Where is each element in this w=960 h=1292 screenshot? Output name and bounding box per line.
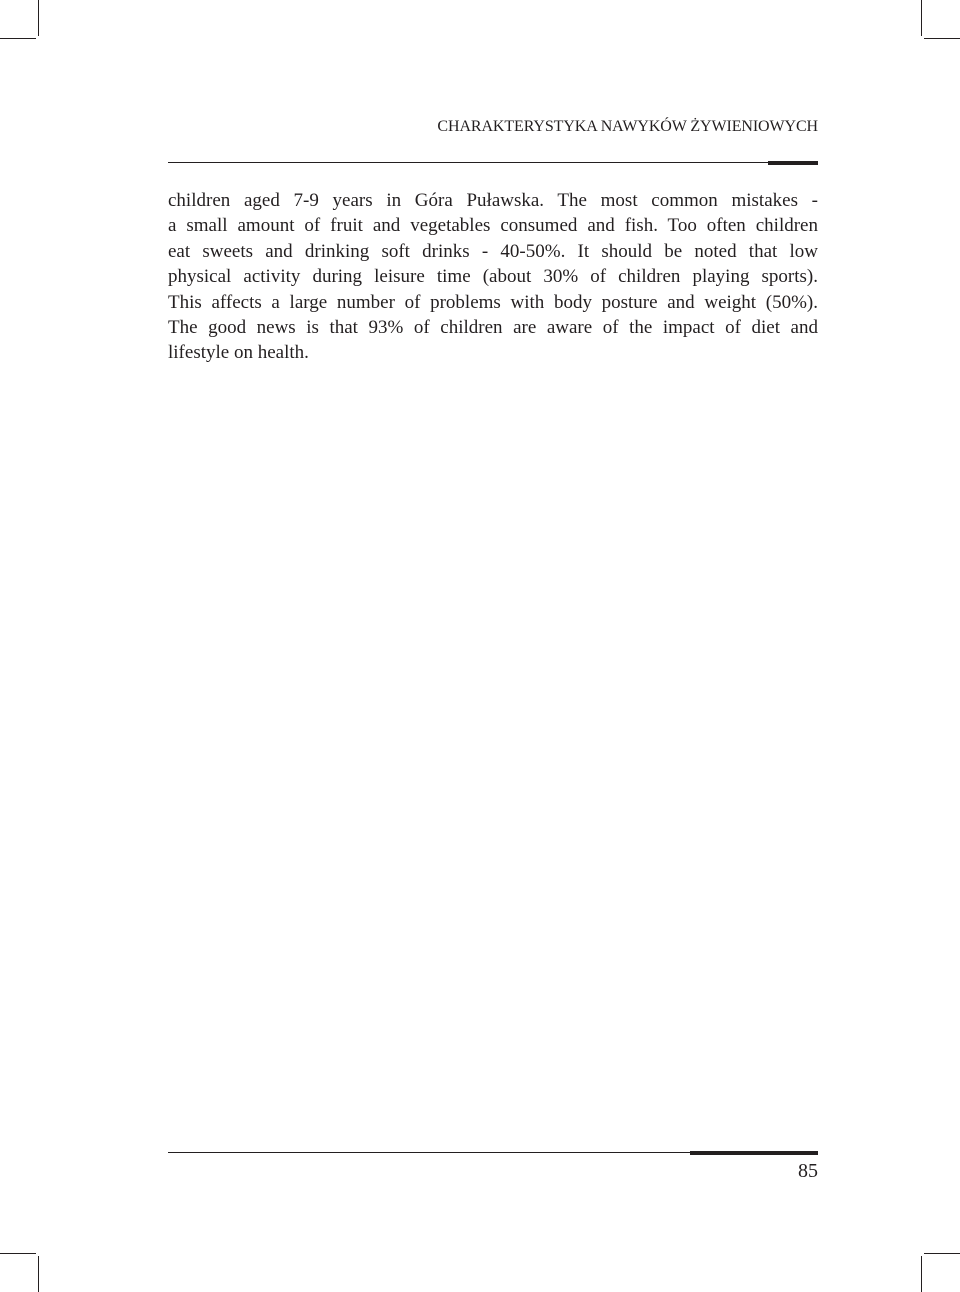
body-paragraph — [168, 188, 818, 366]
body-line: The good news is that 93% of children are aware of the impact of diet and — [168, 317, 818, 339]
running-header: CHARAKTERYSTYKA NAWYKÓW ŻYWIENIOWYCH — [437, 118, 818, 135]
body-line: This affects a large number of problems with body posture and weight (50%). — [168, 291, 818, 313]
crop-mark-bottom-right-horizontal — [924, 1253, 960, 1254]
crop-mark-top-right-vertical — [921, 0, 922, 36]
page-number: 85 — [798, 1160, 818, 1182]
crop-mark-top-left-vertical — [38, 0, 39, 36]
crop-mark-top-right-horizontal — [924, 38, 960, 39]
crop-mark-bottom-left-vertical — [38, 1256, 39, 1292]
crop-mark-top-left-horizontal — [0, 38, 36, 39]
header-rule — [168, 162, 818, 163]
body-line: eat sweets and drinking soft drinks - 40-50%. It should be noted that low — [168, 240, 818, 262]
crop-mark-bottom-right-vertical — [921, 1256, 922, 1292]
body-line: lifestyle on health. — [168, 342, 309, 364]
body-line: children aged 7-9 years in Góra Puławska. The most common mistakes - — [168, 190, 818, 211]
crop-mark-bottom-left-horizontal — [0, 1253, 36, 1254]
footer-rule-accent — [690, 1151, 818, 1155]
body-line: physical activity during leisure time (about 30% of children playing sports). — [168, 266, 818, 288]
body-line: a small amount of fruit and vegetables consumed and fish. Too often children — [168, 215, 818, 237]
header-rule-accent — [768, 161, 818, 165]
